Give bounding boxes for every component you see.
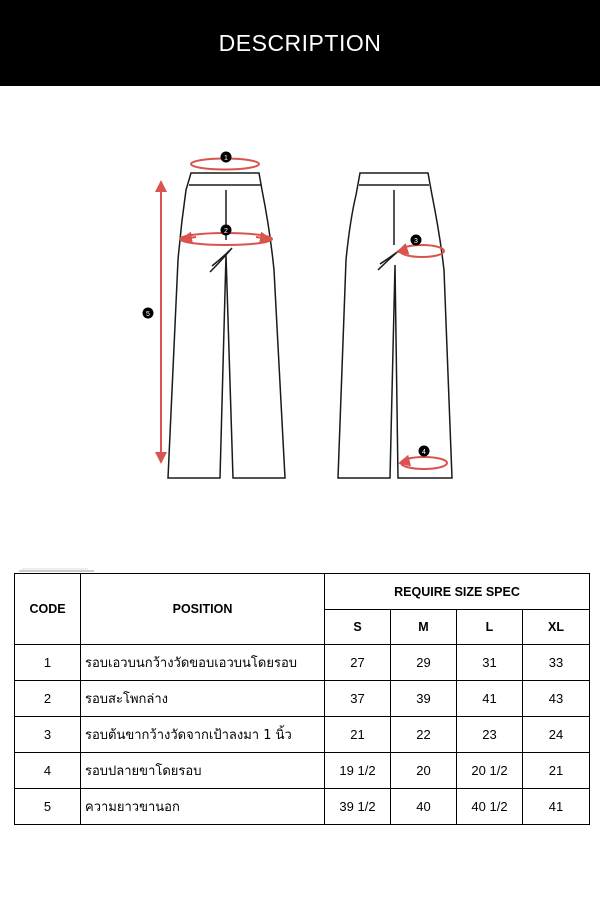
- row-value-m: 40: [391, 789, 457, 825]
- row-value-l: 20 1/2: [457, 753, 523, 789]
- measure-waist-marker: [191, 152, 259, 170]
- size-spec-header: REQUIRE SIZE SPEC: [325, 574, 590, 610]
- size-header-m: M: [391, 610, 457, 645]
- row-code: 5: [15, 789, 81, 825]
- row-value-xl: 33: [523, 645, 590, 681]
- size-header-s: S: [325, 610, 391, 645]
- table-row: [15, 789, 590, 825]
- page-title: DESCRIPTION: [218, 29, 382, 56]
- size-header-xl: XL: [523, 610, 590, 645]
- row-value-m: 22: [391, 717, 457, 753]
- row-position: รอบปลายขาโดยรอบ: [81, 753, 325, 789]
- marker-3-label: 3: [414, 238, 418, 245]
- row-position: ความยาวขานอก: [81, 789, 325, 825]
- marker-4-label: 4: [422, 449, 426, 456]
- front-pants-illustration: [168, 173, 285, 478]
- back-pants-illustration: [338, 173, 452, 478]
- row-value-xl: 24: [523, 717, 590, 753]
- row-value-m: 39: [391, 681, 457, 717]
- row-value-s: 19 1/2: [325, 753, 391, 789]
- row-value-l: 23: [457, 717, 523, 753]
- measure-leg-opening-marker: [400, 446, 447, 470]
- row-value-s: 39 1/2: [325, 789, 391, 825]
- marker-5-label: 5: [146, 311, 150, 318]
- row-code: 1: [15, 645, 81, 681]
- measure-length-marker: [143, 190, 162, 462]
- row-position: รอบเอวบนกว้างวัดขอบเอวบนโดยรอบ: [81, 645, 325, 681]
- header-bar: [0, 0, 600, 86]
- row-value-s: 37: [325, 681, 391, 717]
- position-column-header: POSITION: [81, 574, 325, 645]
- table-row: [15, 753, 590, 789]
- row-value-s: 21: [325, 717, 391, 753]
- measure-thigh-marker: [398, 235, 444, 258]
- row-value-xl: 41: [523, 789, 590, 825]
- row-code: 4: [15, 753, 81, 789]
- row-position: รอบสะโพกล่าง: [81, 681, 325, 717]
- table-row: [15, 717, 590, 753]
- marker-1-label: 1: [224, 155, 228, 162]
- row-value-xl: 21: [523, 753, 590, 789]
- code-column-header: CODE: [15, 574, 81, 645]
- row-code: 3: [15, 717, 81, 753]
- row-value-m: 29: [391, 645, 457, 681]
- table-row: [15, 681, 590, 717]
- row-value-l: 41: [457, 681, 523, 717]
- pants-measurement-diagram: [0, 86, 600, 566]
- marker-2-label: 2: [224, 228, 228, 235]
- table-row: [15, 645, 590, 681]
- row-code: 2: [15, 681, 81, 717]
- row-value-xl: 43: [523, 681, 590, 717]
- row-value-l: 31: [457, 645, 523, 681]
- row-position: รอบต้นขากว้างวัดจากเป้าลงมา 1 นิ้ว: [81, 717, 325, 753]
- row-value-s: 27: [325, 645, 391, 681]
- size-spec-table: [14, 573, 590, 825]
- measure-hip-marker: [180, 225, 272, 246]
- size-header-l: L: [457, 610, 523, 645]
- row-value-l: 40 1/2: [457, 789, 523, 825]
- row-value-m: 20: [391, 753, 457, 789]
